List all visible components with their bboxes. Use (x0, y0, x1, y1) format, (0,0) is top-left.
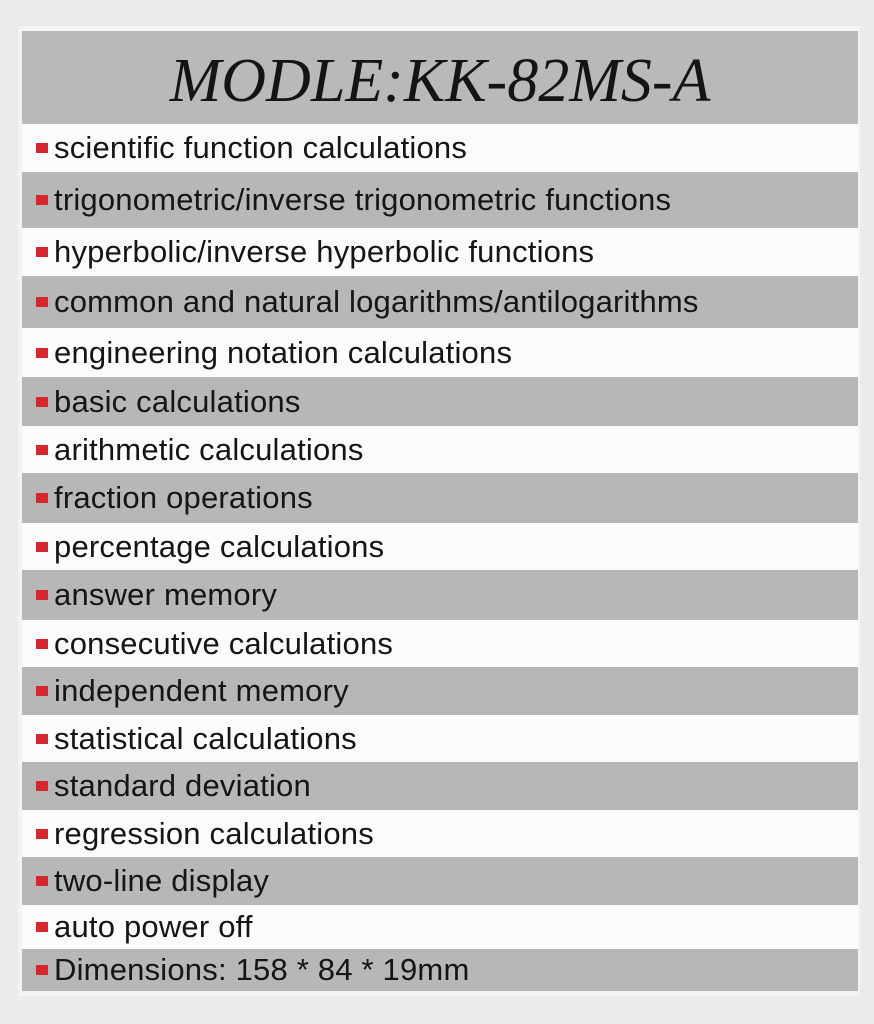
model-title: MODLE:KK-82MS-A (169, 47, 711, 115)
feature-label: hyperbolic/inverse hyperbolic functions (54, 234, 595, 269)
feature-item (22, 124, 858, 172)
bullet-square-icon (36, 143, 48, 153)
spec-panel (22, 31, 858, 991)
feature-label: fraction operations (54, 480, 313, 515)
feature-label: trigonometric/inverse trigonometric functions (54, 182, 672, 217)
feature-label: independent memory (54, 673, 349, 708)
feature-item (22, 276, 858, 328)
bullet-square-icon (36, 876, 48, 886)
feature-label: two-line display (54, 863, 270, 898)
bullet-square-icon (36, 445, 48, 455)
feature-label: Dimensions: 158 * 84 * 19mm (54, 952, 470, 987)
feature-item (22, 473, 858, 523)
bullet-square-icon (36, 686, 48, 696)
feature-label: auto power off (54, 909, 253, 944)
bullet-square-icon (36, 247, 48, 257)
bullet-square-icon (36, 542, 48, 552)
feature-label: basic calculations (54, 383, 301, 419)
feature-label: engineering notation calculations (54, 334, 513, 370)
bullet-square-icon (36, 734, 48, 744)
bullet-square-icon (36, 965, 48, 975)
bullet-square-icon (36, 781, 48, 791)
bullet-square-icon (36, 829, 48, 839)
feature-item (22, 715, 858, 762)
feature-item (22, 949, 858, 991)
feature-item (22, 857, 858, 905)
bullet-square-icon (36, 297, 48, 307)
feature-item (22, 377, 858, 426)
feature-label: regression calculations (54, 815, 374, 851)
bullet-square-icon (36, 590, 48, 600)
feature-label: consecutive calculations (54, 625, 394, 661)
feature-item (22, 172, 858, 228)
feature-item (22, 228, 858, 276)
feature-item (22, 905, 858, 949)
feature-item (22, 570, 858, 620)
bullet-square-icon (36, 493, 48, 503)
bullet-square-icon (36, 397, 48, 407)
feature-item (22, 426, 858, 473)
feature-label: common and natural logarithms/antilogarithms (54, 284, 699, 319)
feature-item (22, 762, 858, 810)
feature-label: standard deviation (54, 768, 311, 803)
bullet-square-icon (36, 348, 48, 358)
feature-label: percentage calculations (54, 528, 385, 564)
feature-item (22, 523, 858, 570)
feature-item (22, 667, 858, 715)
feature-label: scientific function calculations (54, 130, 468, 165)
bullet-square-icon (36, 922, 48, 932)
feature-item (22, 328, 858, 377)
feature-item (22, 810, 858, 857)
feature-label: answer memory (54, 577, 278, 612)
bullet-square-icon (36, 639, 48, 649)
feature-label: statistical calculations (54, 720, 357, 756)
feature-item (22, 620, 858, 667)
feature-label: arithmetic calculations (54, 431, 364, 467)
bullet-square-icon (36, 195, 48, 205)
